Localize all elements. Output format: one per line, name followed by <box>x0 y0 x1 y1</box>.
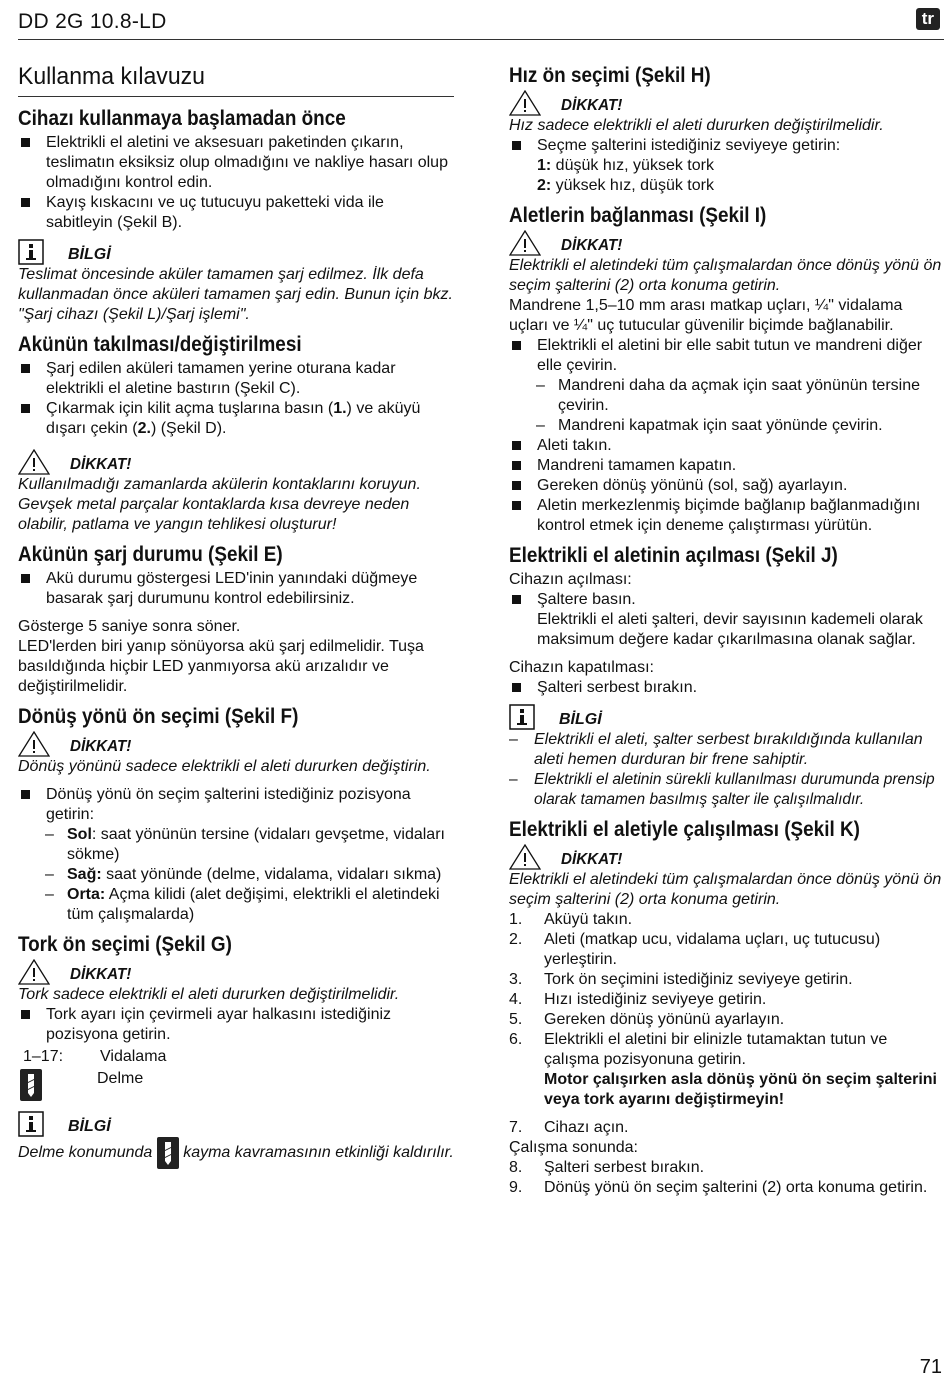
left-column <box>18 58 454 1169</box>
step-item: 4. Hızı istediğiniz seviyeye getirin. <box>509 991 767 1008</box>
warning-icon <box>509 90 541 116</box>
step-item: 1. Aküyü takın. <box>509 911 633 928</box>
step-item: 7. Cihazı açın. <box>509 1119 629 1136</box>
bullet-item: Dönüş yönü ön seçim şalterini istediğiniz pozisyona getirin: <box>18 785 454 825</box>
info-notice <box>509 702 945 730</box>
bullet-item: Akü durumu göstergesi LED'inin yanındaki düğmeye basarak şarj durumunu kontrol edebilirsiniz. <box>18 569 454 609</box>
paragraph: Cihazın kapatılması: <box>509 659 654 676</box>
warning-notice <box>18 731 454 757</box>
step-item: 2. Aleti (matkap ucu, vidalama uçları, uç tutucusu) yerleştirin. <box>509 931 881 968</box>
header-divider <box>18 39 944 40</box>
info-label: BİLGİ <box>68 1118 111 1135</box>
warning-label: DİKKAT! <box>561 97 623 114</box>
section-heading: Aletlerin bağlanması (Şekil I) <box>509 204 767 227</box>
bullet-item: Tork ayarı için çevirmeli ayar halkasını istediğiniz pozisyona getirin. <box>18 1005 454 1045</box>
warning-label: DİKKAT! <box>561 851 623 868</box>
info-notice <box>18 237 454 265</box>
info-label: BİLGİ <box>559 711 602 728</box>
bullet-item: Mandreni tamamen kapatın. <box>509 456 945 476</box>
level-item: 1: düşük hız, yüksek tork <box>537 157 714 174</box>
warning-text: Hız sadece elektrikli el aleti dururken değiştirilmelidir. <box>509 117 884 134</box>
bullet-item: Seçme şalterini istediğiniz seviyeye getirin: <box>509 136 945 156</box>
setting-value: Vidalama <box>100 1048 167 1065</box>
bullet-item: Çıkarmak için kilit açma tuşlarına basın (1.) ve aküyü dışarı çekin (2.) (Şekil D). <box>18 399 454 439</box>
info-dash-item: – Elektrikli el aletinin sürekli kullanılması durumunda prensip olarak tamamen basılmış şalter ile çalışılmalıdır. <box>509 770 945 810</box>
section-heading: Elektrikli el aletinin açılması (Şekil J) <box>509 544 838 567</box>
right-column <box>509 58 945 1198</box>
setting-row <box>18 1047 454 1067</box>
warning-text: Elektrikli el aletindeki tüm çalışmalardan önce dönüş yönü ön seçim şalterini (2) orta konuma getirin. <box>509 257 942 294</box>
bullet-item: Aletin merkezlenmiş biçimde bağlanıp bağlanmadığını kontrol etmek için deneme çalıştırması yürütün. <box>509 496 945 536</box>
setting-key: 1–17: <box>23 1048 64 1065</box>
level-item: 2: yüksek hız, düşük tork <box>537 177 714 194</box>
setting-value: Delme <box>97 1070 144 1087</box>
info-text: Delme konumunda kayma kavramasının etkinliği kaldırılır. <box>18 1137 454 1169</box>
paragraph: Çalışma sonunda: <box>509 1139 638 1156</box>
page-number: 71 <box>919 1356 942 1378</box>
warning-label: DİKKAT! <box>70 966 132 983</box>
dash-item: – Sağ: saat yönünde (delme, vidalama, vidaları sıkma) <box>18 865 454 885</box>
dash-item: – Mandreni kapatmak için saat yönünde çevirin. <box>509 416 945 436</box>
bullet-item: Kayış kıskacını ve uç tutucuyu paketteki vida ile sabitleyin (Şekil B). <box>18 193 454 233</box>
step-item: 9. Dönüş yönü ön seçim şalterini (2) orta konuma getirin. <box>509 1179 928 1196</box>
bullet-item: Elektrikli el aletini bir elle sabit tutun ve mandreni diğer elle çevirin. <box>509 336 945 376</box>
dash-item: – Mandreni daha da açmak için saat yönünün tersine çevirin. <box>509 376 945 416</box>
warning-icon <box>18 449 50 475</box>
info-notice <box>18 1109 454 1137</box>
step-item: 6. Elektrikli el aletini bir elinizle tutamaktan tutun ve çalışma pozisyonuna getirin. <box>509 1031 888 1068</box>
warning-label: DİKKAT! <box>561 237 623 254</box>
info-icon <box>18 239 44 265</box>
section-heading: Akünün takılması/değiştirilmesi <box>18 333 302 356</box>
bullet-item: Şarj edilen aküleri tamamen yerine oturana kadar elektrikli el aletine bastırın (Şekil C). <box>18 359 454 399</box>
warning-notice <box>509 230 945 256</box>
warning-notice <box>18 959 454 985</box>
paragraph: LED'lerden biri yanıp sönüyorsa akü şarj edilmelidir. Tuşa basıldığında hiçbir LED yanmıyorsa akü arızalıdır ve değiştirilmelidir. <box>18 638 424 695</box>
bullet-item: Aleti takın. <box>509 436 945 456</box>
info-label: BİLGİ <box>68 246 111 263</box>
page-title: Kullanma kılavuzu <box>18 63 205 90</box>
info-dash-item: – Elektrikli el aleti, şalter serbest bırakıldığında kullanılan aleti hemen durduran bir frene sahiptir. <box>509 730 945 770</box>
bullet-item: Şaltere basın. <box>509 590 945 610</box>
document-header-model: DD 2G 10.8-LD <box>18 10 167 33</box>
paragraph: Gösterge 5 saniye sonra söner. <box>18 618 241 635</box>
warning-icon <box>18 959 50 985</box>
section-heading: Dönüş yönü ön seçimi (Şekil F) <box>18 705 299 728</box>
paragraph: Mandrene 1,5–10 mm arası matkap uçları, ¼" vidalama uçları ve ¼" uç tutucular güvenilir biçimde bağlanabilir. <box>509 297 903 334</box>
info-text: Teslimat öncesinde aküler tamamen şarj edilmez. İlk defa kullanmadan önce aküleri tamamen şarj edin. Bunun için bkz. "Şarj cihazı (Şekil L)/Şarj işlemi". <box>18 266 453 323</box>
section-heading: Hız ön seçimi (Şekil H) <box>509 64 711 87</box>
bullet-item: Elektrikli el aletini ve aksesuarı paketinden çıkarın, teslimatın eksiksiz olup olmadığını ve nakliye hasarı olup olmadığını kontrol edin. <box>18 133 454 193</box>
warning-icon <box>18 731 50 757</box>
bullet-item: Gereken dönüş yönünü (sol, sağ) ayarlayın. <box>509 476 945 496</box>
language-badge: tr <box>916 8 940 30</box>
warning-text: Elektrikli el aletindeki tüm çalışmalardan önce dönüş yönü ön seçim şalterini (2) orta konuma getirin. <box>509 871 942 908</box>
warning-notice <box>509 844 945 870</box>
drill-icon <box>157 1137 179 1169</box>
warning-notice <box>18 449 454 475</box>
step-item: 3. Tork ön seçimini istediğiniz seviyeye getirin. <box>509 971 853 988</box>
warning-icon <box>509 230 541 256</box>
warning-text: Tork sadece elektrikli el aleti dururken değiştirilmelidir. <box>18 986 400 1003</box>
info-icon <box>18 1111 44 1137</box>
section-heading: Akünün şarj durumu (Şekil E) <box>18 543 283 566</box>
warning-notice <box>509 90 945 116</box>
step-item: 8. Şalteri serbest bırakın. <box>509 1159 705 1176</box>
warning-label: DİKKAT! <box>70 738 132 755</box>
warning-text: Dönüş yönünü sadece elektrikli el aleti dururken değiştirin. <box>18 758 431 775</box>
drill-icon <box>20 1069 42 1101</box>
step-warning: Motor çalışırken asla dönüş yönü ön seçim şalterini veya tork ayarını değiştirmeyin! <box>544 1071 937 1108</box>
warning-label: DİKKAT! <box>70 456 132 473</box>
section-heading: Tork ön seçimi (Şekil G) <box>18 933 232 956</box>
step-item: 5. Gereken dönüş yönünü ayarlayın. <box>509 1011 785 1028</box>
bullet-item: Şalteri serbest bırakın. <box>509 678 945 698</box>
warning-icon <box>509 844 541 870</box>
info-icon <box>509 704 535 730</box>
section-heading: Cihazı kullanmaya başlamadan önce <box>18 107 346 130</box>
title-divider <box>18 96 454 97</box>
section-heading: Elektrikli el aletiyle çalışılması (Şekil K) <box>509 818 860 841</box>
warning-text: Kullanılmadığı zamanlarda akülerin kontaklarını koruyun. Gevşek metal parçalar kontaklarda kısa devreye neden olabilir, patlama ve yangın tehlikesi oluşturur! <box>18 476 421 533</box>
setting-row <box>18 1069 454 1105</box>
dash-item: – Orta: Açma kilidi (alet değişimi, elektrikli el aletindeki tüm çalışmalarda) <box>18 885 454 925</box>
dash-item: – Sol: saat yönünün tersine (vidaları gevşetme, vidaları sökme) <box>18 825 454 865</box>
paragraph: Elektrikli el aleti şalteri, devir sayısının kademeli olarak maksimum değere kadar çıkarılmasına olanak sağlar. <box>537 611 923 648</box>
paragraph: Cihazın açılması: <box>509 571 632 588</box>
